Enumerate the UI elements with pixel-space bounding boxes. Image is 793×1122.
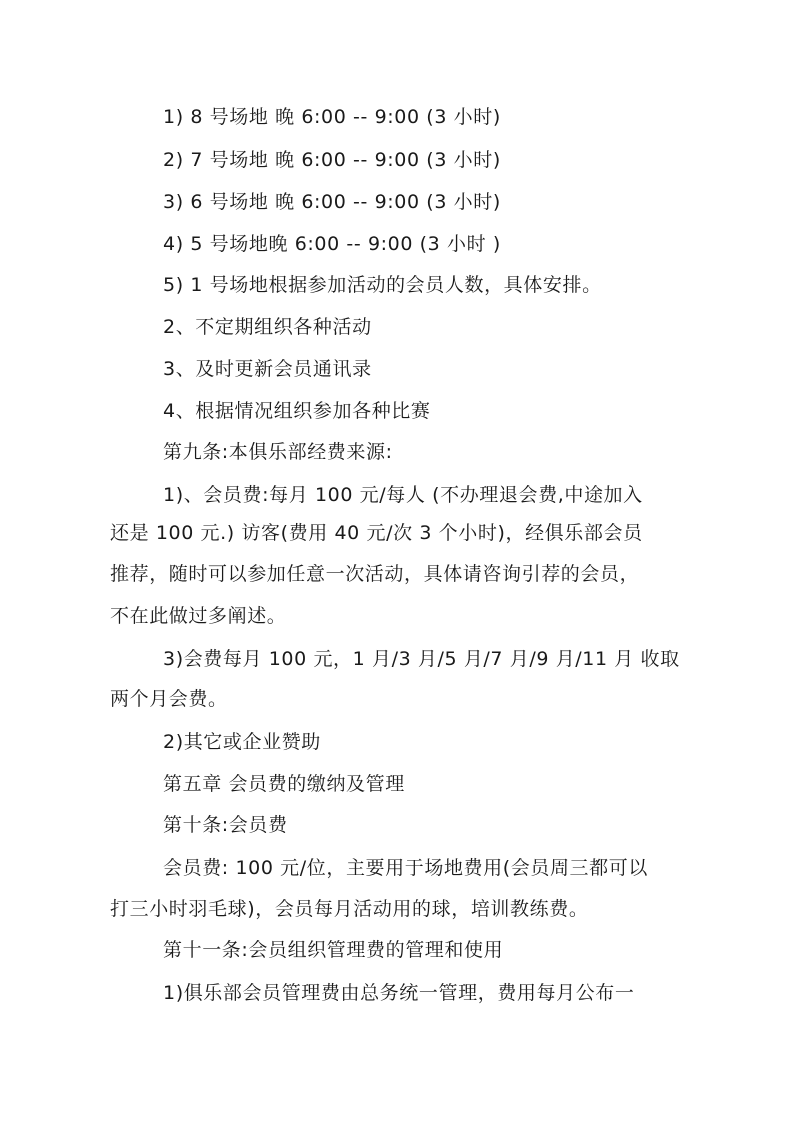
- activity-item-4: 4、根据情况组织参加各种比赛: [163, 400, 431, 422]
- venue-schedule-line-1: 1) 8 号场地 晚 6:00 -- 9:00 (3 小时): [163, 106, 501, 128]
- venue-schedule-line-3: 3) 6 号场地 晚 6:00 -- 9:00 (3 小时): [163, 191, 501, 213]
- paragraph-line: 1)、会员费:每月 100 元/每人 (不办理退会费,中途加入: [163, 484, 643, 506]
- activity-item-3: 3、及时更新会员通讯录: [163, 358, 372, 380]
- article-9-heading: 第九条:本俱乐部经费来源:: [163, 441, 393, 463]
- paragraph-line: 推荐，随时可以参加任意一次活动，具体请咨询引荐的会员，: [110, 563, 640, 585]
- venue-schedule-line-2: 2) 7 号场地 晚 6:00 -- 9:00 (3 小时): [163, 149, 501, 171]
- article-10-heading: 第十条:会员费: [163, 814, 288, 836]
- activity-item-2: 2、不定期组织各种活动: [163, 316, 372, 338]
- chapter-5-heading: 第五章 会员费的缴纳及管理: [163, 773, 405, 795]
- venue-schedule-line-4: 4) 5 号场地晚 6:00 -- 9:00 (3 小时 ): [163, 233, 501, 255]
- paragraph-line: 1)俱乐部会员管理费由总务统一管理，费用每月公布一: [163, 982, 635, 1004]
- paragraph-line: 会员费: 100 元/位，主要用于场地费用(会员周三都可以: [163, 857, 648, 879]
- paragraph-line: 不在此做过多阐述。: [110, 605, 287, 627]
- paragraph-line: 打三小时羽毛球)，会员每月活动用的球，培训教练费。: [110, 898, 589, 920]
- paragraph-line: 还是 100 元.) 访客(费用 40 元/次 3 个小时)，经俱乐部会员: [110, 522, 643, 544]
- venue-schedule-line-5: 5) 1 号场地根据参加活动的会员人数，具体安排。: [163, 274, 602, 296]
- article-11-heading: 第十一条:会员组织管理费的管理和使用: [163, 939, 504, 961]
- paragraph-line: 2)其它或企业赞助: [163, 731, 321, 753]
- paragraph-line: 3)会费每月 100 元，1 月/3 月/5 月/7 月/9 月/11 月 收取: [163, 648, 680, 670]
- paragraph-line: 两个月会费。: [110, 688, 228, 710]
